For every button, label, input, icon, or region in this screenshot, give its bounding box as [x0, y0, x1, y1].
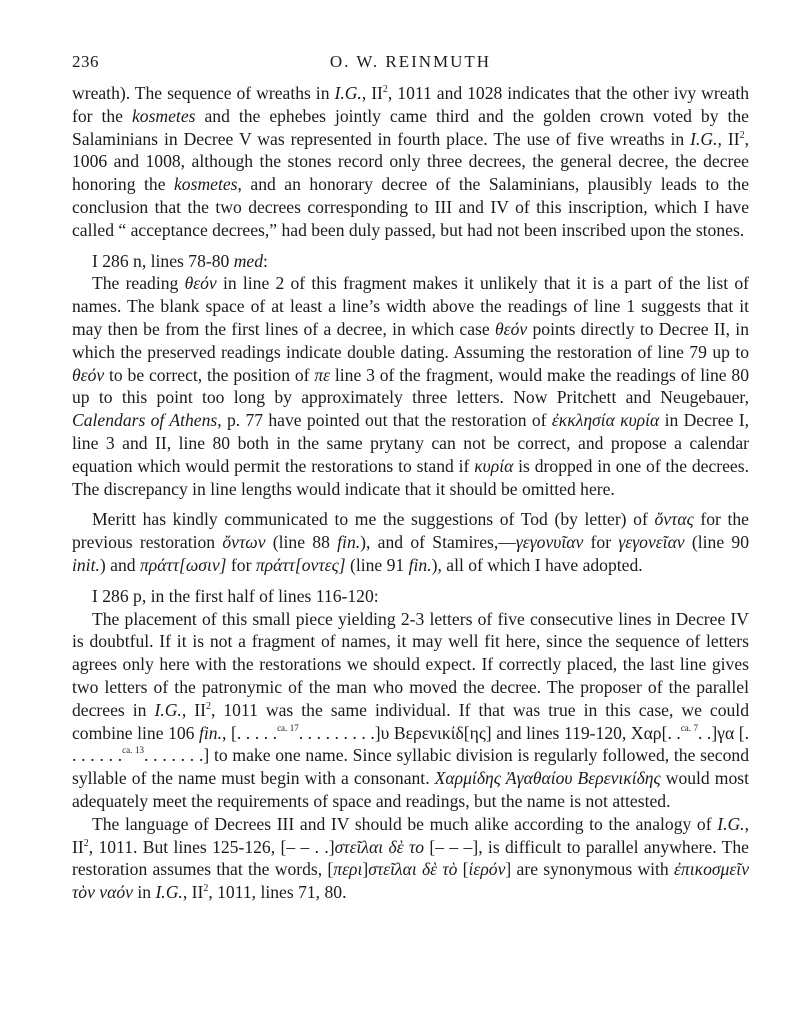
- paragraph-meritt: Meritt has kindly communicated to me the suggestions of Tod (by letter) of ὄντας for the previous restoration ὄντων (line 88 fin.), and of Stamires,—γεγονυῖαν for γεγονεῖαν (line 90 init.) and πράττ[ωσιν] for πράττ[οντες] (line 91 fin.), all of which I have adopted.: [72, 509, 750, 575]
- paragraph-wreaths: wreath). The sequence of wreaths in I.G., $II^2$, 1011 and 1028 indicates that the other ivy wreath for the kosmetes and the ephebes jointly came third and the golden crown voted by the Salaminians in Decree V was represented in fourth place. The use of five wreaths in I.G., $II^2$, 1006 and 1008, although the stones record only three decrees, the general decree, the decree honoring the kosmetes, and an honorary decree of the Salaminians, plausibly leads to the conclusion that the two decrees corresponding to III and IV of this inscription, which I have called “ acceptance decrees,” had been duly passed, but had not been inscribed upon the stones.: [72, 83, 750, 240]
- paragraph-placement: The placement of this small piece yielding 2-3 letters of five consecutive lines in Decree IV is doubtful. If it is not a fragment of names, it may well fit here, since the sequence of letters agrees only here with the restorations we should expect. If correctly placed, the last line gives two letters of the patronymic of the man who moved the decree. The proposer of the parallel decrees in I.G., $II^2$, 1011 was the same individual. If that was true in this case, we could combine line 106 fin., [. . . . .$^{ca. 17}$. . . . . . . . .]υ Βερενικίδ[ης] and lines 119-120, Χαρ[. .$^{ca. 7}$. .]γα [. . . . . . .$^{ca. 13}$. . . . . . .] to make one name. Since syllabic division is regularly followed, the second syllable of the name must begin with a consonant. Χαρμίδης Ἀγαθαίου Βερενικίδης would most adequately meet the requirements of space and readings, but the name is not attested.: [72, 608, 749, 811]
- paragraph-language: The language of Decrees III and IV should be much alike according to the analogy of I.G., $II^2$, 1011. But lines 125-126, [– – . .]στεῖλαι δὲ το [– – –], is difficult to parallel anywhere. The restoration assumes that the words, [περι]στεῖλαι δὲ τὸ [ἱερόν] are synonymous with ἐπικοσμεῖν τὸν ναόν in I.G., $II^2$, 1011, lines 71, 80.: [72, 813, 749, 903]
- page-number: 236: [72, 52, 99, 71]
- section-heading-i286n: I 286 n, lines 78-80 med:: [92, 250, 268, 271]
- page-header: [72, 52, 749, 82]
- section-heading-i286p: I 286 p, in the first half of lines 116-120:: [92, 585, 379, 606]
- paragraph-theon: The reading θεόν in line 2 of this fragment makes it unlikely that it is a part of the list of names. The blank space of at least a line’s width above the readings of line 1 suggests that it may then be from the first lines of a decree, in which case θεόν points directly to Decree II, in which the preserved readings indicate double dating. Assuming the restoration of line 79 up to θεόν to be correct, the position of πε line 3 of the fragment, would make the readings of line 80 up to this point too long by approximately three letters. Now Pritchett and Neugebauer, Calendars of Athens, p. 77 have pointed out that the restoration of ἐκκλησία κυρία in Decree I, line 3 and II, line 80 both in the same prytany can not be correct, and propose a calendar equation which would permit the restorations to stand if κυρία is dropped in one of the decrees. The discrepancy in line lengths would indicate that it should be omitted here.: [72, 273, 750, 499]
- running-head: O. W. REINMUTH: [329, 52, 492, 71]
